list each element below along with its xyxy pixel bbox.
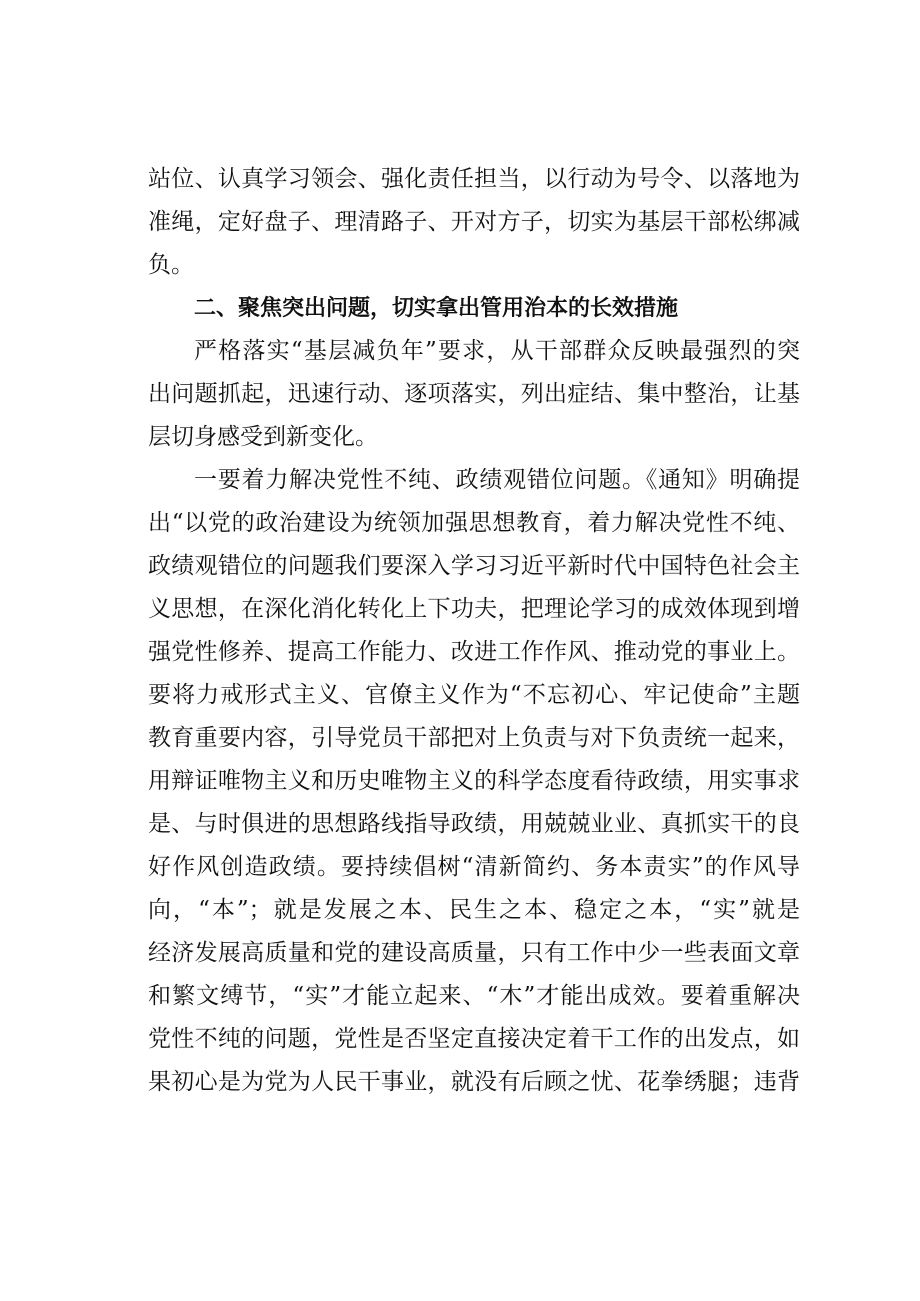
text-line: 义思想，在深化消化转化上下功夫，把理论学习的成效体现到增 (148, 596, 800, 622)
text-line: 向，“本”；就是发展之本、民生之本、稳定之本，“实”就是 (148, 897, 800, 923)
text-line: 一要着力解决党性不纯、政绩观错位问题。《通知》明确提 (194, 467, 800, 493)
text-line: 和繁文缚节，“实”才能立起来、“木”才能出成效。要着重解决 (148, 983, 800, 1009)
paragraph-continued (148, 158, 800, 287)
paragraph-main (148, 459, 800, 1104)
text-line: 果初心是为党为人民干事业，就没有后顾之忧、花拳绣腿；违背 (148, 1069, 800, 1095)
text-line: 负。 (148, 252, 194, 278)
text-line: 政绩观错位的问题我们要深入学习习近平新时代中国特色社会主 (148, 553, 800, 579)
text-line: 站位、认真学习领会、强化责任担当，以行动为号令、以落地为 (148, 166, 800, 192)
text-line: 层切身感受到新变化。 (148, 424, 378, 450)
text-line: 好作风创造政绩。要持续倡树“清新简约、务本责实”的作风导 (148, 854, 800, 880)
text-line: 强党性修养、提高工作能力、改进工作作风、推动党的事业上。 (148, 639, 800, 665)
text-line: 是、与时俱进的思想路线指导政绩，用兢兢业业、真抓实干的良 (148, 811, 800, 837)
text-line: 严格落实“基层减负年”要求，从干部群众反映最强烈的突 (194, 338, 800, 364)
text-line: 用辩证唯物主义和历史唯物主义的科学态度看待政绩，用实事求 (148, 768, 800, 794)
text-line: 要将力戒形式主义、官僚主义作为“不忘初心、牢记使命”主题 (148, 682, 800, 708)
text-line: 出“以党的政治建设为统领加强思想教育，着力解决党性不纯、 (148, 510, 800, 536)
text-line: 经济发展高质量和党的建设高质量，只有工作中少一些表面文章 (148, 940, 800, 966)
text-line: 党性不纯的问题，党性是否坚定直接决定着干工作的出发点，如 (148, 1026, 800, 1052)
paragraph-intro (148, 330, 800, 459)
text-line: 出问题抓起，迅速行动、逐项落实，列出症结、集中整治，让基 (148, 381, 800, 407)
text-line: 准绳，定好盘子、理清路子、开对方子，切实为基层干部松绑减 (148, 209, 800, 235)
section-heading: 二、聚焦突出问题，切实拿出管用治本的长效措施 (194, 296, 679, 321)
document-body (148, 158, 800, 1104)
text-line: 教育重要内容，引导党员干部把对上负责与对下负责统一起来， (148, 725, 800, 751)
